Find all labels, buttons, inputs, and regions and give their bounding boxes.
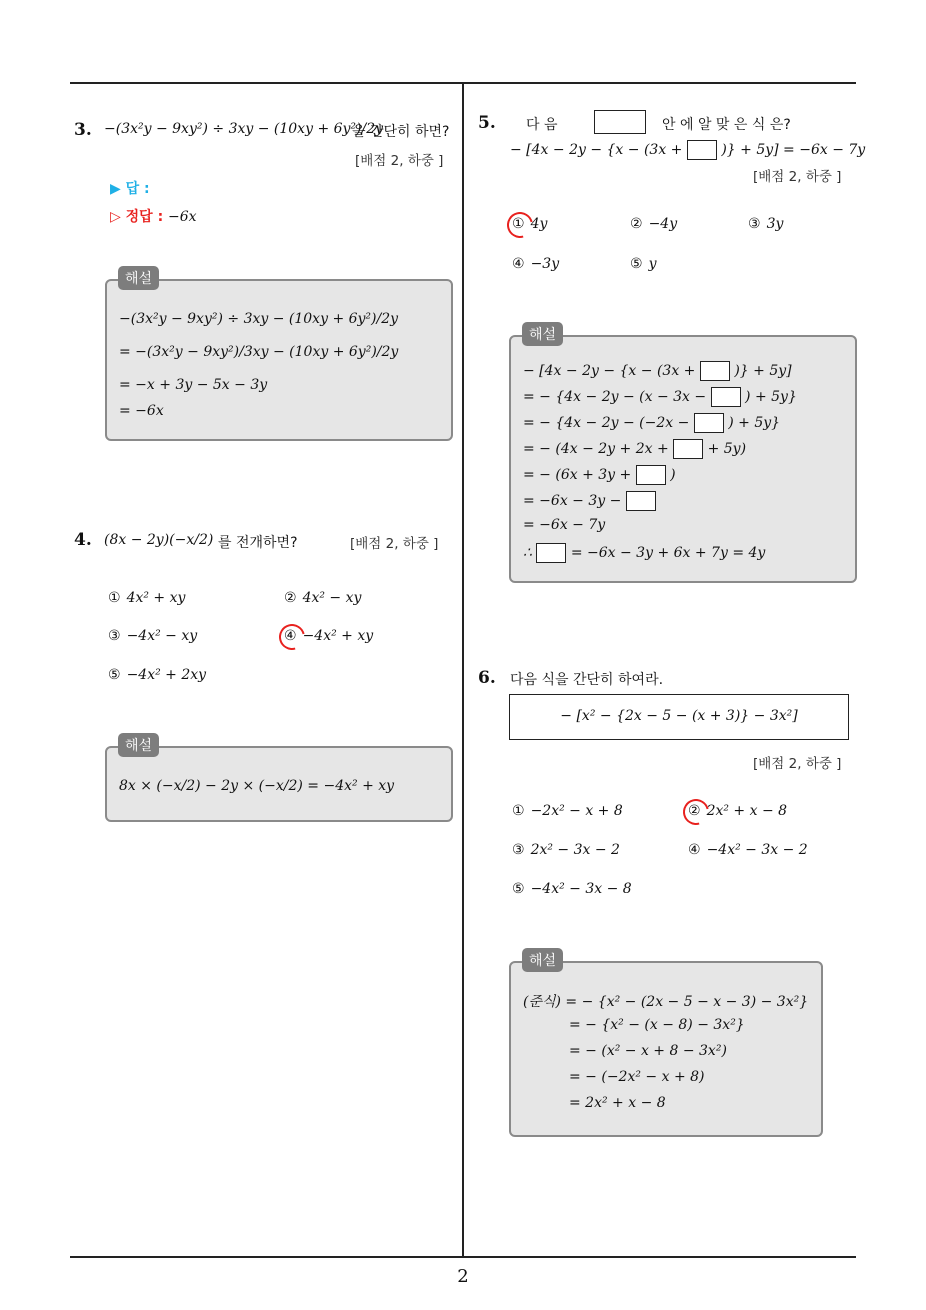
question-5-prompt-suffix: 안 에 알 맞 은 식 은? (662, 117, 791, 133)
correct-answer-row (110, 206, 197, 226)
solution-line: = − {4x − 2y − (x − 3x − ) + 5y} (523, 389, 797, 405)
question-4-prompt: 를 전개하면? (218, 535, 298, 551)
selected-circle (274, 619, 310, 655)
choice-5[interactable]: ⑤ −4x² − 3x − 8 (512, 881, 632, 897)
selected-circle (502, 207, 538, 243)
choice-5[interactable]: ⑤ −4x² + 2xy (108, 667, 207, 683)
question-5-meta: [배점 2, 하중 ] (753, 169, 842, 185)
solution-line: = −(3x²y − 9xy²)/3xy − (10xy + 6y²)/2y (119, 344, 399, 360)
solution-line: = − (−2x² − x + 8) (569, 1069, 705, 1085)
solution-box-q4 (105, 746, 453, 822)
solution-tag: 해설 (118, 266, 159, 290)
question-5-expression: − [4x − 2y − {x − (3x + )} + 5y] = −6x − 7y (510, 142, 866, 158)
question-5-number: 5. (478, 113, 496, 133)
choice-1[interactable]: ① 4x² + xy (108, 590, 186, 606)
choice-1[interactable]: ① −2x² − x + 8 (512, 803, 623, 819)
question-4-expression: (8x − 2y)(−x/2) (104, 532, 214, 548)
question-3-meta: [배점 2, 하중 ] (355, 153, 444, 169)
solution-line: = − {4x − 2y − (−2x − ) + 5y} (523, 415, 781, 431)
question-6-prompt: 다음 식을 간단히 하여라. (510, 672, 664, 688)
solution-box-q5 (509, 335, 857, 583)
choice-2[interactable]: ② −4y (630, 216, 678, 232)
solution-tag: 해설 (522, 322, 563, 346)
solution-line: = 2x² + x − 8 (569, 1095, 666, 1111)
choice-2[interactable]: ② 2x² + x − 8 (688, 803, 788, 819)
question-6-number: 6. (478, 668, 496, 688)
solution-line: = − (6x + 3y + ) (523, 467, 676, 483)
solution-line: = − {x² − (x − 8) − 3x²} (569, 1017, 745, 1033)
solution-line: −(3x²y − 9xy²) ÷ 3xy − (10xy + 6y²)/2y (119, 311, 399, 327)
solution-box-q3 (105, 279, 453, 441)
solution-tag: 해설 (118, 733, 159, 757)
question-6-meta: [배점 2, 하중 ] (753, 756, 842, 772)
solution-line: = −6x − 3y − (523, 491, 656, 511)
choice-3[interactable]: ③ 2x² − 3x − 2 (512, 842, 620, 858)
choice-5[interactable]: ⑤ y (630, 256, 657, 272)
blank-box (687, 140, 717, 160)
question-3-expression: −(3x²y − 9xy²) ÷ 3xy − (10xy + 6y²)/2y (104, 121, 384, 137)
solution-line: = −6x − 7y (523, 517, 606, 533)
question-5-prompt-prefix: 다 음 (526, 117, 558, 133)
choice-3[interactable]: ③ −4x² − xy (108, 628, 198, 644)
solution-line: 8x × (−x/2) − 2y × (−x/2) = −4x² + xy (119, 778, 395, 794)
solution-line: = − (4x − 2y + 2x + + 5y) (523, 441, 747, 457)
choice-4[interactable]: ④ −4x² − 3x − 2 (688, 842, 808, 858)
solution-line: = − (x² − x + 8 − 3x²) (569, 1043, 727, 1059)
solution-box-q6 (509, 961, 823, 1137)
choice-4[interactable]: ④ −3y (512, 256, 560, 272)
solution-tag: 해설 (522, 948, 563, 972)
bottom-rule (70, 1256, 856, 1258)
answer-label: ▶ 답 : (110, 181, 150, 197)
solution-line: = −x + 3y − 5x − 3y (119, 377, 268, 393)
solution-line: (준식) = − {x² − (2x − 5 − x − 3) − 3x²} (523, 994, 809, 1010)
correct-value: −6x (168, 209, 197, 225)
page-number: 2 (457, 1266, 469, 1287)
question-3-prompt: 을 간단히 하면? (352, 124, 450, 140)
question-6-expression-box (509, 694, 849, 740)
choice-4[interactable]: ④ −4x² + xy (284, 628, 374, 644)
correct-label: ▷ 정답 : (110, 209, 164, 225)
question-3-number: 3. (74, 120, 92, 140)
choice-3[interactable]: ③ 3y (748, 216, 784, 232)
question-6-expression: − [x² − {2x − 5 − (x + 3)} − 3x²] (560, 708, 798, 724)
question-4-meta: [배점 2, 하중 ] (350, 536, 439, 552)
column-divider (462, 83, 464, 1256)
answer-blank-box (594, 110, 646, 134)
selected-circle (678, 794, 714, 830)
solution-line: = −6x (119, 403, 164, 419)
solution-line: − [4x − 2y − {x − (3x + )} + 5y] (523, 363, 792, 379)
solution-line: ∴ = −6x − 3y + 6x + 7y = 4y (523, 545, 766, 561)
choice-2[interactable]: ② 4x² − xy (284, 590, 362, 606)
choice-1[interactable]: ① 4y (512, 216, 548, 232)
question-4-number: 4. (74, 530, 92, 550)
